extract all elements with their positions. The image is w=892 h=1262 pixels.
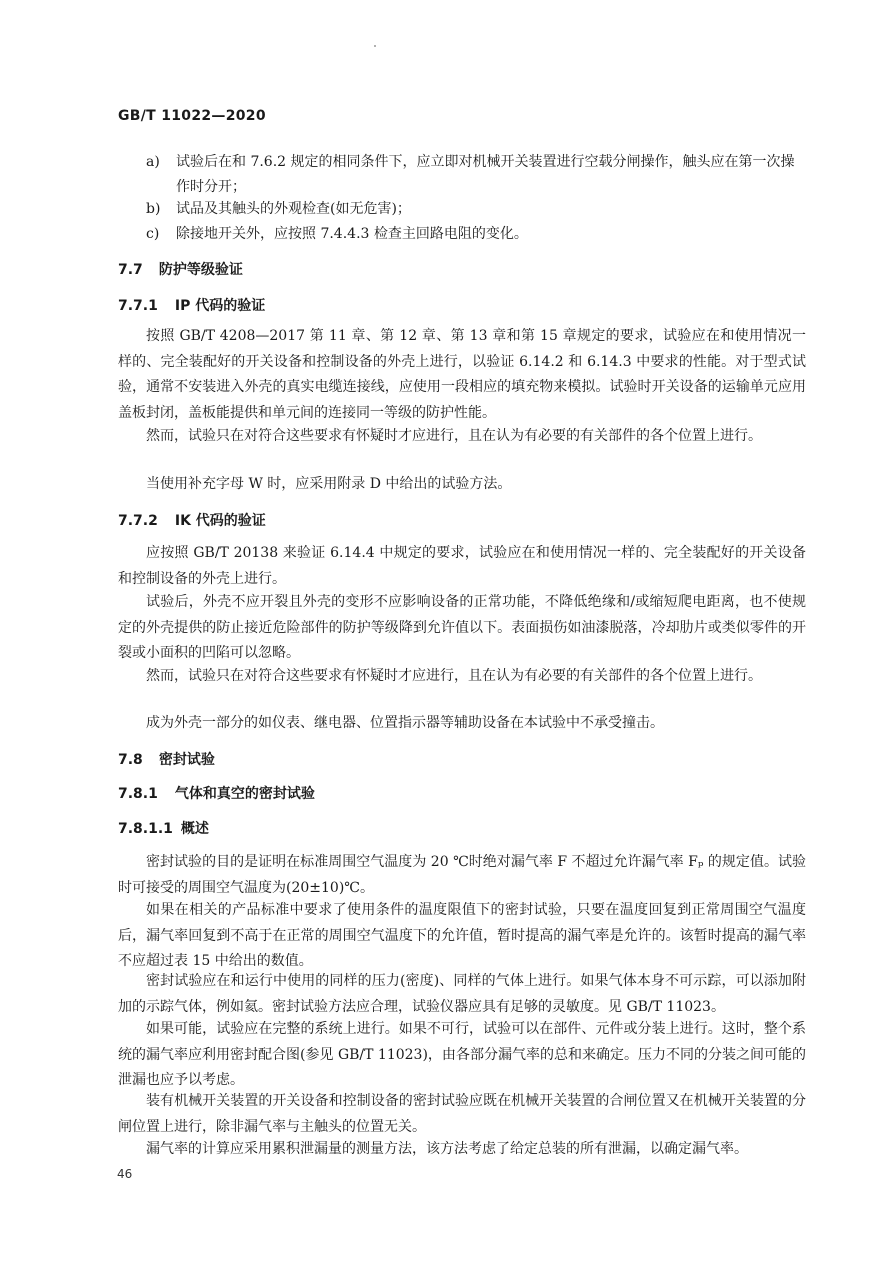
section-number: 7.7.2 xyxy=(118,513,158,529)
section-title: 防护等级验证 xyxy=(158,262,243,278)
paragraph: 应按照 GB/T 20138 来验证 6.14.4 中规定的要求，试验应在和使用情况一样的、完全装配好的开关设备和控制设备的外壳上进行。 xyxy=(118,545,806,587)
section-heading-7-7-1 xyxy=(118,295,265,315)
section-heading-7-8-1-1 xyxy=(118,818,209,838)
paragraph: 然而，试验只在对符合这些要求有怀疑时才应进行，且在认为有必要的有关部件的各个位置上进行。 xyxy=(146,428,762,444)
section-heading-7-8-1 xyxy=(118,783,315,803)
paragraph: 装有机械开关装置的开关设备和控制设备的密封试验应既在机械开关装置的合闸位置又在机械开关装置的分闸位置上进行，除非漏气率与主触头的位置无关。 xyxy=(118,1093,806,1135)
list-item xyxy=(146,222,806,247)
list-marker: b) xyxy=(146,201,161,217)
standard-number-header: GB/T 11022—2020 xyxy=(118,108,266,124)
paragraph: 密封试验的目的是证明在标准周围空气温度为 20 ℃时绝对漏气率 F 不超过允许漏气率 Fₚ 的规定值。试验时可接受的周围空气温度为(20±10)℃。 xyxy=(118,854,806,896)
paragraph: 成为外壳一部分的如仪表、继电器、位置指示器等辅助设备在本试验中不承受撞击。 xyxy=(146,715,664,731)
list-item xyxy=(146,150,806,200)
paragraph: 漏气率的计算应采用累积泄漏量的测量方法，该方法考虑了给定总装的所有泄漏，以确定漏气率。 xyxy=(146,1141,748,1157)
scan-speck xyxy=(374,45,376,47)
paragraph: 如果在相关的产品标准中要求了使用条件的温度限值下的密封试验，只要在温度回复到正常周围空气温度后，漏气率回复到不高于在正常的周围空气温度下的允许值，暂时提高的漏气率是允许的。该暂时提高的漏气率不应超过表 15 中给出的数值。 xyxy=(118,902,806,969)
paragraph: 然而，试验只在对符合这些要求有怀疑时才应进行，且在认为有必要的有关部件的各个位置上进行。 xyxy=(146,668,762,684)
list-item xyxy=(146,197,806,222)
section-number: 7.8.1.1 xyxy=(118,821,173,837)
section-number: 7.7 xyxy=(118,262,143,278)
section-title: IK 代码的验证 xyxy=(174,513,266,529)
section-heading-7-7 xyxy=(118,259,243,279)
list-marker: c) xyxy=(146,226,160,242)
list-text: 试品及其触头的外观检查(如无危害)； xyxy=(176,201,411,217)
section-number: 7.8 xyxy=(118,752,143,768)
section-heading-7-7-2 xyxy=(118,510,266,530)
paragraph: 按照 GB/T 4208—2017 第 11 章、第 12 章、第 13 章和第 15 章规定的要求，试验应在和使用情况一样的、完全装配好的开关设备和控制设备的外壳上进行，以验证 6.14.2 和 6.14.3 中要求的性能。对于型式试验，通常不安装进入外壳的真实电缆连接线，应使用一段相应的填充物来模拟。试验时开关设备的运输单元应用盖板封闭，盖板能提供和单元间的连接同一等级的防护性能。 xyxy=(118,328,806,421)
paragraph: 密封试验应在和运行中使用的同样的压力(密度)、同样的气体上进行。如果气体本身不可示踪，可以添加附加的示踪气体，例如氦。密封试验方法应合理，试验仪器应具有足够的灵敏度。见 GB/T 11023。 xyxy=(118,973,806,1015)
paragraph: 试验后，外壳不应开裂且外壳的变形不应影响设备的正常功能，不降低绝缘和/或缩短爬电距离，也不使规定的外壳提供的防止接近危险部件的防护等级降到允许值以下。表面损伤如油漆脱落，冷却肋片或类似零件的开裂或小面积的凹陷可以忽略。 xyxy=(118,594,806,661)
section-title: 概述 xyxy=(180,821,209,837)
paragraph: 如果可能，试验应在完整的系统上进行。如果不可行，试验可以在部件、元件或分装上进行。这时，整个系统的漏气率应利用密封配合图(参见 GB/T 11023)，由各部分漏气率的总和来确定。压力不同的分装之间可能的泄漏也应予以考虑。 xyxy=(118,1021,806,1088)
list-text: 除接地开关外，应按照 7.4.4.3 检查主回路电阻的变化。 xyxy=(176,226,528,242)
page-number: 46 xyxy=(117,1167,133,1181)
section-number: 7.7.1 xyxy=(118,298,158,314)
section-title: 气体和真空的密封试验 xyxy=(174,786,315,802)
section-number: 7.8.1 xyxy=(118,786,158,802)
list-marker: a) xyxy=(146,154,160,170)
list-text: 试验后在和 7.6.2 规定的相同条件下，应立即对机械开关装置进行空载分闸操作，触头应在第一次操作时分开； xyxy=(176,154,795,195)
section-title: IP 代码的验证 xyxy=(174,298,266,314)
section-title: 密封试验 xyxy=(158,752,215,768)
section-heading-7-8 xyxy=(118,749,215,769)
paragraph: 当使用补充字母 W 时，应采用附录 D 中给出的试验方法。 xyxy=(146,476,512,492)
